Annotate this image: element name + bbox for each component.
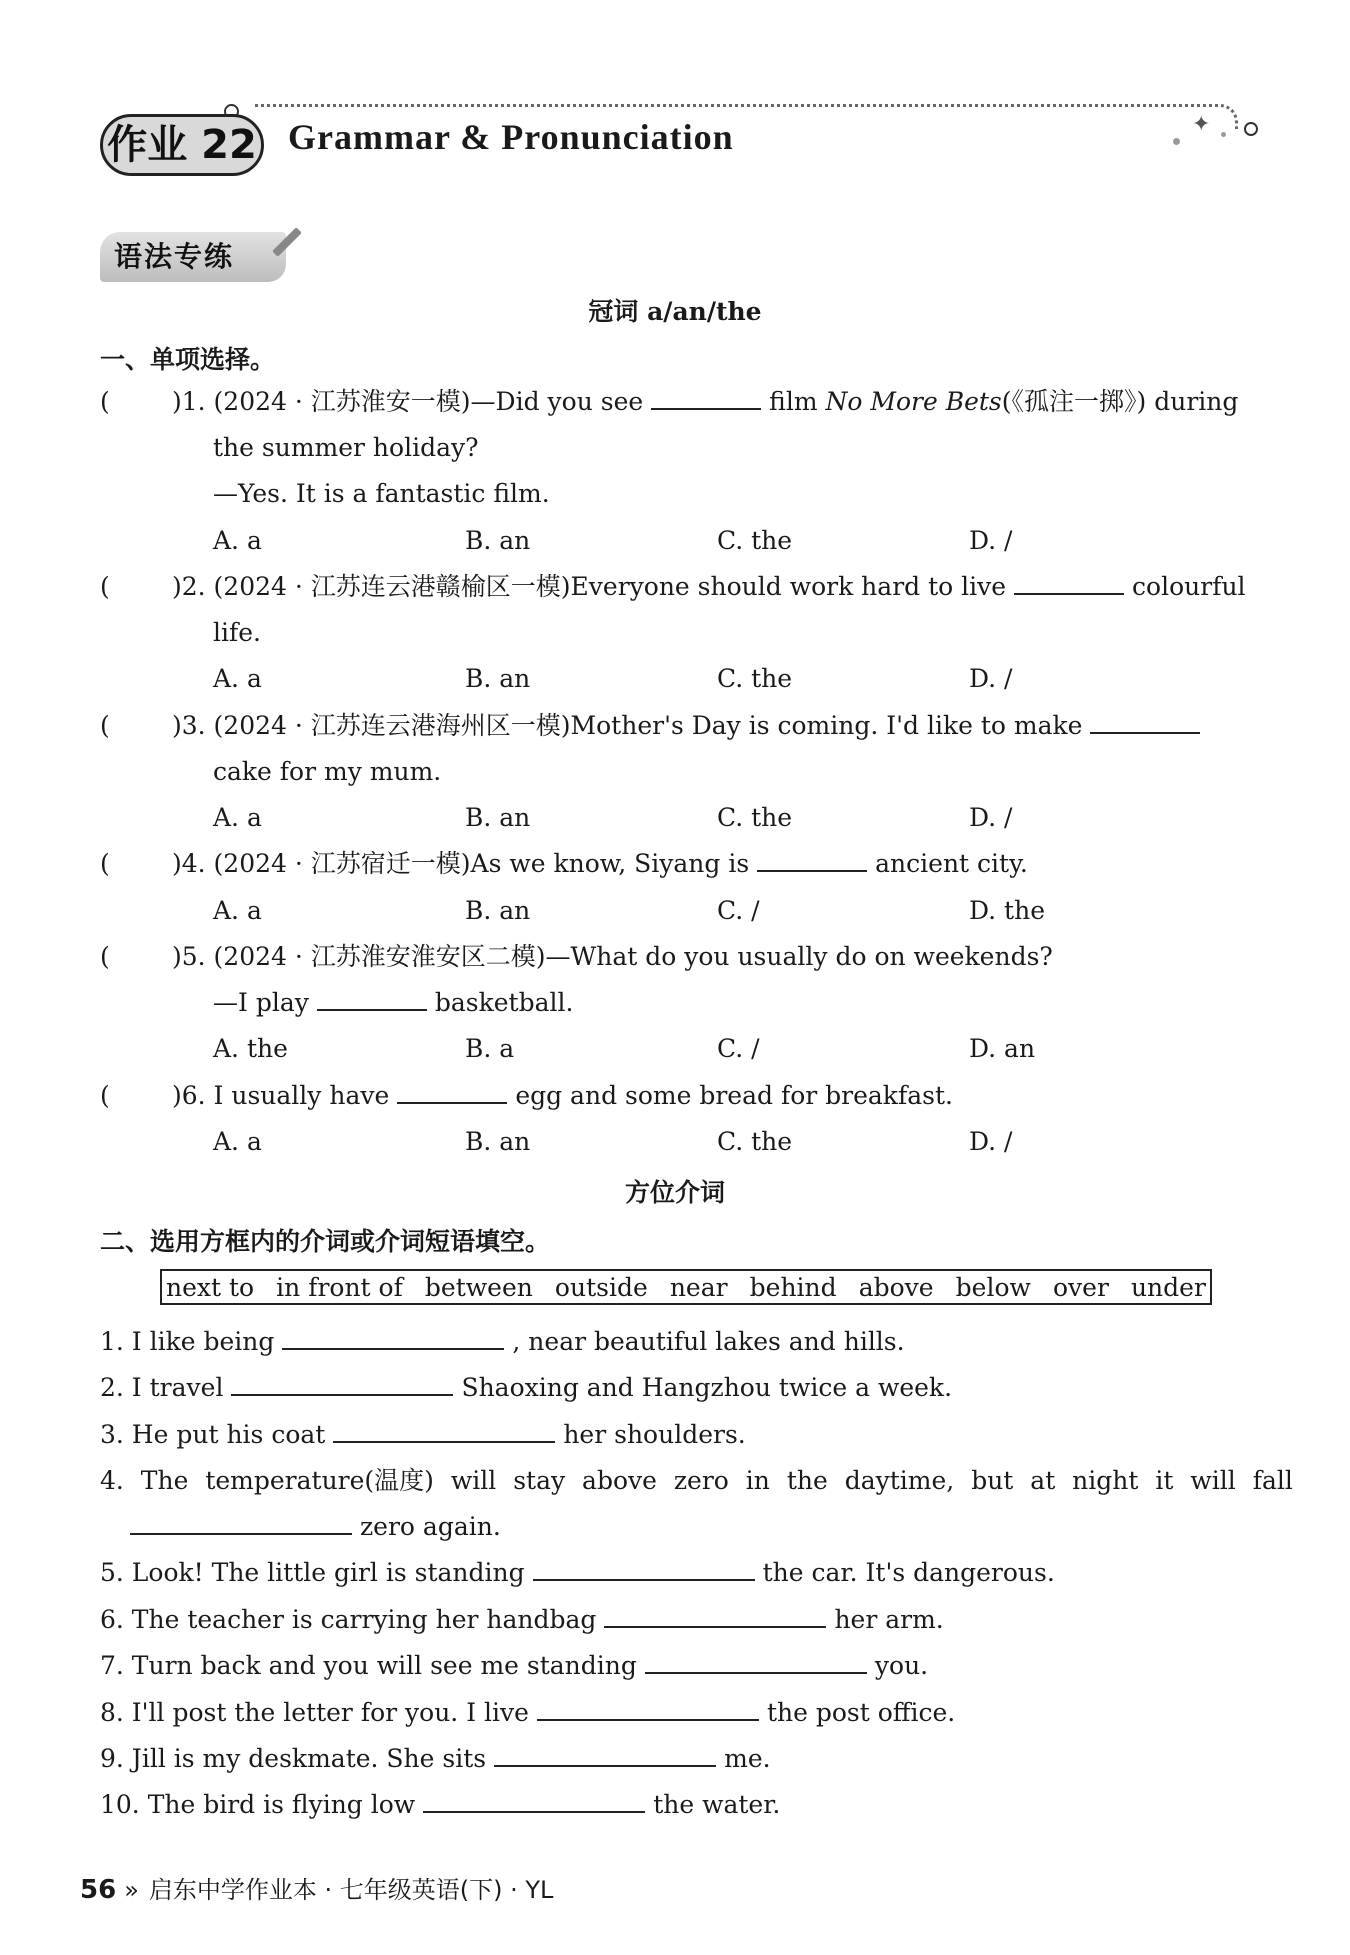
option-a[interactable]: A. a bbox=[213, 896, 262, 925]
fill-blank[interactable] bbox=[423, 1789, 645, 1813]
fill-item-6: 6. The teacher is carrying her handbag her arm. bbox=[100, 1605, 944, 1634]
double-chevron-icon: » bbox=[124, 1876, 139, 1904]
option-d[interactable]: D. the bbox=[969, 896, 1045, 925]
word-option: behind bbox=[749, 1272, 837, 1302]
fill-item-5: 5. Look! The little girl is standing the car. It's dangerous. bbox=[100, 1558, 1055, 1587]
fill-blank[interactable] bbox=[533, 1557, 755, 1581]
fill-blank[interactable] bbox=[604, 1604, 826, 1628]
fill-item-3: 3. He put his coat her shoulders. bbox=[100, 1420, 746, 1449]
option-b[interactable]: B. an bbox=[465, 664, 531, 693]
answer-blank[interactable] bbox=[757, 848, 867, 872]
option-d[interactable]: D. / bbox=[969, 803, 1013, 832]
part-one-title: 一、单项选择。 bbox=[100, 345, 276, 374]
option-b[interactable]: B. an bbox=[465, 526, 531, 555]
option-d[interactable]: D. / bbox=[969, 1127, 1013, 1156]
question-5-line2: —I play basketball. bbox=[213, 988, 574, 1017]
fill-blank[interactable] bbox=[645, 1650, 867, 1674]
question-2: )2. (2024 · 江苏连云港赣榆区一模)Everyone should work hard to live colourful bbox=[172, 572, 1246, 601]
option-b[interactable]: B. an bbox=[465, 803, 531, 832]
question-3: )3. (2024 · 江苏连云港海州区一模)Mother's Day is coming. I'd like to make bbox=[172, 709, 1208, 743]
dot-ornament bbox=[1173, 138, 1180, 145]
answer-paren[interactable]: ( bbox=[100, 711, 110, 740]
sparkle-icon: ✦ bbox=[1192, 112, 1211, 137]
question-5: )5. (2024 · 江苏淮安淮安区二模)—What do you usually do on weekends? bbox=[172, 942, 1053, 971]
fill-item-7: 7. Turn back and you will see me standing you. bbox=[100, 1651, 929, 1680]
option-d[interactable]: D. / bbox=[969, 664, 1013, 693]
fill-blank[interactable] bbox=[282, 1326, 504, 1350]
word-option: next to bbox=[166, 1272, 255, 1302]
fill-blank[interactable] bbox=[537, 1697, 759, 1721]
question-2-line2: life. bbox=[213, 618, 261, 647]
dot-ornament bbox=[1221, 132, 1226, 137]
fill-item-4: 4. The temperature(温度) will stay above zero in the daytime, but at night it will fall bbox=[100, 1466, 1293, 1495]
option-c[interactable]: C. / bbox=[717, 896, 760, 925]
fill-item-2: 2. I travel Shaoxing and Hangzhou twice a week. bbox=[100, 1373, 953, 1402]
question-3-line2: cake for my mum. bbox=[213, 757, 442, 786]
fill-blank[interactable] bbox=[494, 1743, 716, 1767]
film-title: No More Bets bbox=[825, 387, 1002, 416]
word-box bbox=[160, 1269, 1212, 1305]
fill-item-8: 8. I'll post the letter for you. I live the post office. bbox=[100, 1698, 956, 1727]
page-title: Grammar & Pronunciation bbox=[288, 117, 734, 157]
fill-item-4-line2: zero again. bbox=[122, 1510, 501, 1544]
section-label: 语法专练 bbox=[100, 232, 286, 282]
fill-blank[interactable] bbox=[333, 1419, 555, 1443]
answer-paren[interactable]: ( bbox=[100, 387, 110, 416]
answer-paren[interactable]: ( bbox=[100, 849, 110, 878]
page-number: 56 bbox=[80, 1875, 117, 1905]
option-a[interactable]: A. the bbox=[213, 1034, 288, 1063]
option-a[interactable]: A. a bbox=[213, 1127, 262, 1156]
book-info: 启东中学作业本 · 七年级英语(下) · YL bbox=[148, 1876, 554, 1904]
option-c[interactable]: C. the bbox=[717, 1127, 793, 1156]
option-d[interactable]: D. / bbox=[969, 526, 1013, 555]
option-c[interactable]: C. the bbox=[717, 526, 793, 555]
answer-blank[interactable] bbox=[651, 386, 761, 410]
question-1-line3: —Yes. It is a fantastic film. bbox=[213, 479, 550, 508]
fill-item-1: 1. I like being , near beautiful lakes and hills. bbox=[100, 1327, 905, 1356]
question-4: )4. (2024 · 江苏宿迁一模)As we know, Siyang is ancient city. bbox=[172, 849, 1028, 878]
answer-blank[interactable] bbox=[317, 987, 427, 1011]
word-option: under bbox=[1130, 1272, 1206, 1302]
option-d[interactable]: D. an bbox=[969, 1034, 1036, 1063]
question-6: )6. I usually have egg and some bread for breakfast. bbox=[172, 1081, 953, 1110]
option-b[interactable]: B. an bbox=[465, 896, 531, 925]
option-b[interactable]: B. a bbox=[465, 1034, 515, 1063]
part-two-title: 二、选用方框内的介词或介词短语填空。 bbox=[100, 1227, 551, 1256]
fill-item-10: 10. The bird is flying low the water. bbox=[100, 1790, 781, 1819]
answer-blank[interactable] bbox=[397, 1080, 507, 1104]
option-b[interactable]: B. an bbox=[465, 1127, 531, 1156]
answer-paren[interactable]: ( bbox=[100, 1081, 110, 1110]
answer-paren[interactable]: ( bbox=[100, 572, 110, 601]
question-1-line2: the summer holiday? bbox=[213, 433, 479, 462]
fill-blank[interactable] bbox=[130, 1511, 352, 1535]
word-option: outside bbox=[554, 1272, 648, 1302]
word-option: over bbox=[1052, 1272, 1109, 1302]
word-option: in front of bbox=[276, 1272, 403, 1302]
word-option: below bbox=[955, 1272, 1031, 1302]
fill-item-9: 9. Jill is my deskmate. She sits me. bbox=[100, 1744, 771, 1773]
option-a[interactable]: A. a bbox=[213, 803, 262, 832]
option-c[interactable]: C. the bbox=[717, 803, 793, 832]
option-c[interactable]: C. the bbox=[717, 664, 793, 693]
fill-blank[interactable] bbox=[231, 1372, 453, 1396]
question-1: )1. (2024 · 江苏淮安一模)—Did you see film No More Bets(《孤注一掷》) during bbox=[172, 387, 1239, 416]
word-option: near bbox=[669, 1272, 728, 1302]
word-option: between bbox=[424, 1272, 533, 1302]
answer-blank[interactable] bbox=[1090, 710, 1200, 734]
option-c[interactable]: C. / bbox=[717, 1034, 760, 1063]
option-a[interactable]: A. a bbox=[213, 664, 262, 693]
prepositions-heading: 方位介词 bbox=[624, 1178, 725, 1207]
ring-ornament bbox=[1244, 122, 1258, 136]
word-option: above bbox=[858, 1272, 934, 1302]
assignment-badge: 作业 22 bbox=[100, 114, 264, 176]
page-footer bbox=[80, 1870, 553, 1905]
answer-blank[interactable] bbox=[1014, 571, 1124, 595]
articles-heading: 冠词 a/an/the bbox=[588, 297, 762, 326]
answer-paren[interactable]: ( bbox=[100, 942, 110, 971]
option-a[interactable]: A. a bbox=[213, 526, 262, 555]
